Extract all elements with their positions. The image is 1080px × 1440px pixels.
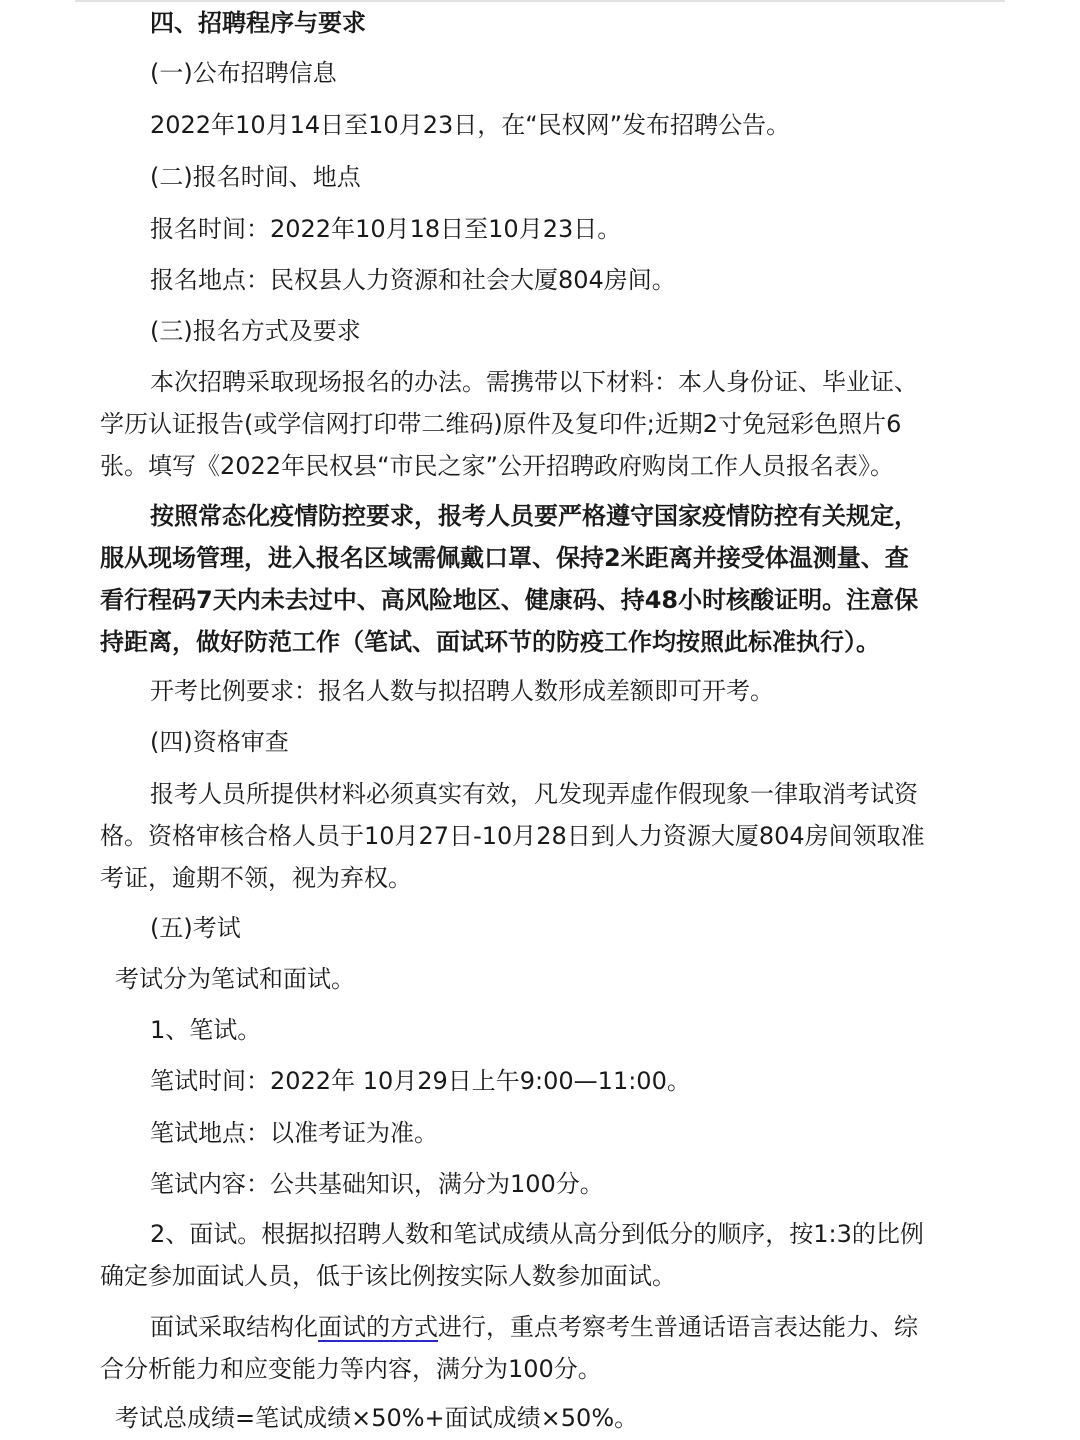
text-line: 本次招聘采取现场报名的办法。需携带以下材料：本人身份证、毕业证、: [150, 368, 918, 396]
text-line: 格。资格审核合格人员于10月27日-10月28日到人力资源大厦804房间领取准: [100, 822, 925, 850]
text-line: 2、面试。根据拟招聘人数和笔试成绩从高分到低分的顺序，按1:3的比例: [150, 1220, 924, 1248]
text-line: 持距离，做好防范工作（笔试、面试环节的防疫工作均按照此标准执行）。: [100, 628, 880, 656]
interview-method-paragraph: [100, 1306, 972, 1390]
text-line: 合分析能力和应变能力等内容，满分为100分。: [100, 1355, 602, 1383]
written-exam-place: 笔试地点：以准考证为准。: [150, 1119, 438, 1147]
total-score-formula: 考试总成绩=笔试成绩×50%+面试成绩×50%。: [115, 1404, 639, 1432]
text-segment: 面试采取结构化: [150, 1313, 318, 1341]
registration-place: 报名地点：民权县人力资源和社会大厦804房间。: [150, 266, 676, 294]
subsection-title-exam: (五)考试: [150, 914, 241, 942]
qualification-paragraph: [100, 773, 972, 899]
text-line: 考证，逾期不领，视为弃权。: [100, 864, 412, 892]
registration-time: 报名时间：2022年10月18日至10月23日。: [150, 215, 622, 243]
written-exam-time: 笔试时间：2022年 10月29日上午9:00—11:00。: [150, 1067, 691, 1095]
subsection-title-publish: (一)公布招聘信息: [150, 59, 337, 87]
written-exam-content: 笔试内容：公共基础知识，满分为100分。: [150, 1170, 604, 1198]
subsection-title-qualification: (四)资格审查: [150, 728, 289, 756]
text-line: 看行程码7天内未去过中、高风险地区、健康码、持48小时核酸证明。注意保: [100, 586, 919, 614]
text-line: 报考人员所提供材料必须真实有效，凡发现弄虚作假现象一律取消考试资: [150, 780, 918, 808]
text-line: [100, 1306, 972, 1348]
method-paragraph: [100, 361, 972, 487]
publish-text: 2022年10月14日至10月23日，在“民权网”发布招聘公告。: [150, 111, 791, 139]
subsection-title-registration: (二)报名时间、地点: [150, 163, 361, 191]
subsection-title-method: (三)报名方式及要求: [150, 317, 361, 345]
section-heading: 四、招聘程序与要求: [150, 9, 366, 37]
written-exam-title: 1、笔试。: [150, 1016, 262, 1044]
text-segment: 进行，重点考察考生普通话语言表达能力、综: [438, 1313, 918, 1341]
text-line: 张。填写《2022年民权县“市民之家”公开招聘政府购岗工作人员报名表》。: [100, 452, 894, 480]
text-line: 确定参加面试人员，低于该比例按实际人数参加面试。: [100, 1262, 676, 1290]
text-line: 服从现场管理，进入报名区域需佩戴口罩、保持2米距离并接受体温测量、查: [100, 544, 909, 572]
text-line: 按照常态化疫情防控要求，报考人员要严格遵守国家疫情防控有关规定，: [150, 502, 918, 530]
exam-ratio-text: 开考比例要求：报名人数与拟招聘人数形成差额即可开考。: [150, 677, 774, 705]
exam-intro: 考试分为笔试和面试。: [115, 965, 355, 993]
epidemic-control-paragraph: [100, 495, 972, 663]
interview-paragraph: [100, 1213, 972, 1297]
text-line: 学历认证报告(或学信网打印带二维码)原件及复印件;近期2寸免冠彩色照片6: [100, 410, 902, 438]
underlined-text: 面试的方式: [318, 1313, 438, 1341]
